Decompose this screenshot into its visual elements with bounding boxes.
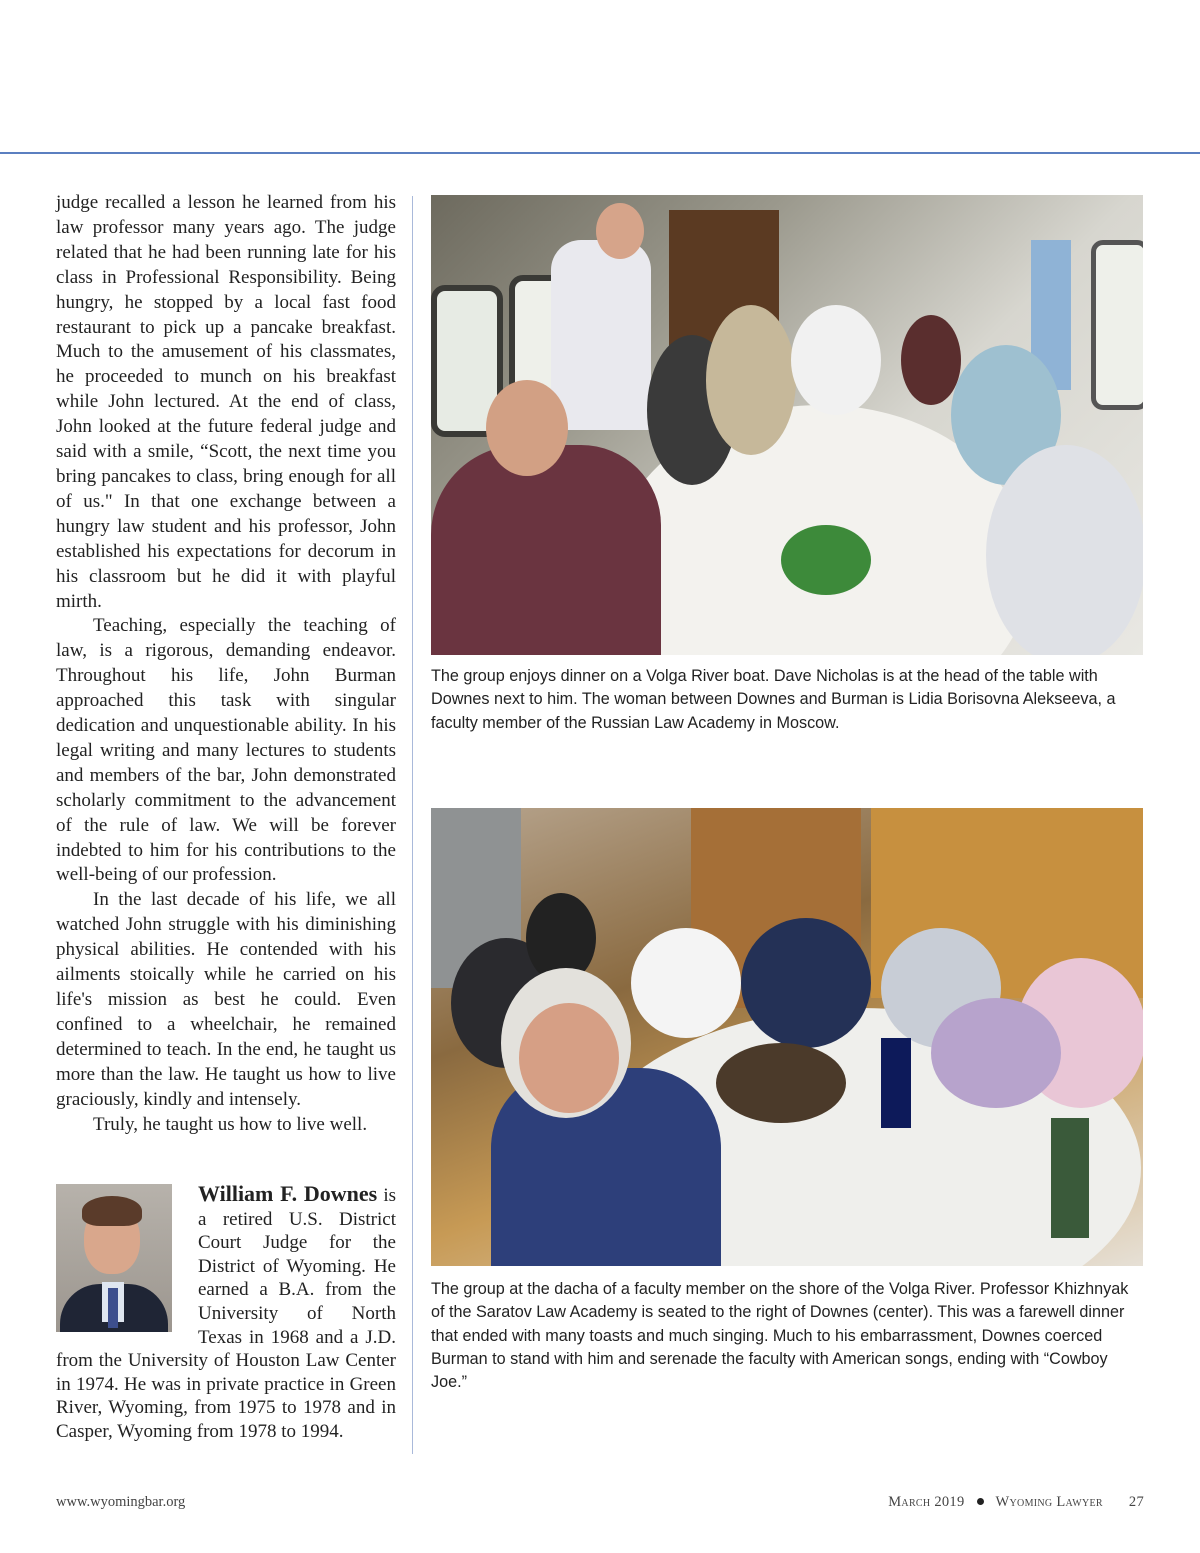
column-divider [412, 196, 413, 1454]
photo-caption: The group at the dacha of a faculty member on the shore of the Volga River. Professor Khizhnyak of the Saratov Law Academy is seated to the right of Downes (center). This was a farewell dinner that ended with many toasts and much singing. Much to his embarrassment, Downes coerced Burman to stand with him and serenade the faculty with American songs, ending with “Cowboy Joe.” [431, 1280, 1129, 1392]
article-paragraph: judge recalled a lesson he learned from his law professor many years ago. The judge related that he had been running late for his class in Professional Responsibility. Being hungry, he stopped by a local fast food restaurant to pick up a pancake breakfast. Much to the amusement of his classmates, he proceeded to munch on his breakfast while John lectured. At the end of class, John looked at the future federal judge and said with a smile, “Scott, the next time you bring pancakes to class, bring enough for all of us." In that one exchange between a hungry law student and his professor, John established his expectations for decorum in his classroom but he did it with playful mirth. [56, 192, 396, 612]
bullet-separator [977, 1498, 984, 1505]
author-headshot [56, 1184, 172, 1332]
article-paragraph: In the last decade of his life, we all watched John struggle with his diminishing physical abilities. He contended with his ailments stoically while he carried on his life's mission as best he could. Even confined to a wheelchair, he remained determined to teach. In the end, he taught us more than the law. He taught us how to live graciously, kindly and intensely. [56, 889, 396, 1110]
photo-dacha-farewell-dinner [431, 808, 1143, 1266]
article-paragraph: Teaching, especially the teaching of law, is a rigorous, demanding endeavor. Throughout his life, John Burman approached this task with singular dedication and unquestionable ability. In his legal writing and many lectures to students and members of the bar, John demonstrated scholarly commitment to the advancement of the rule of law. We will be forever indebted to him for his contributions to the well-being of our profession. [56, 615, 396, 886]
author-bio [56, 1182, 396, 1444]
header-rule [0, 152, 1200, 154]
article-paragraph: Truly, he taught us how to live well. [93, 1113, 368, 1135]
photo-volga-boat-dinner [431, 195, 1143, 655]
page-number: 27 [1128, 1494, 1144, 1510]
footer-publication: Wyoming Lawyer [995, 1494, 1103, 1510]
author-name: William F. Downes [198, 1181, 378, 1206]
author-bio-text: is a retired U.S. District Court Judge for the District of Wyoming. He earned a B.A. from the University of North Texas in 1968 and a J.D. from the University of Houston Law Center in 1974. He was in private practice in Green River, Wyoming, from 1975 to 1978 and in Casper, Wyoming from 1978 to 1994. [56, 1185, 396, 1442]
photo-caption: The group enjoys dinner on a Volga River boat. Dave Nicholas is at the head of the table with Downes next to him. The woman between Downes and Burman is Lidia Borisovna Alekseeva, a faculty member of the Russian Law Academy in Moscow. [431, 667, 1116, 732]
footer-issue-date: March 2019 [888, 1494, 965, 1510]
article-body [56, 191, 396, 1137]
footer-website: www.wyomingbar.org [56, 1494, 186, 1510]
footer-issue-info [888, 1494, 1144, 1511]
